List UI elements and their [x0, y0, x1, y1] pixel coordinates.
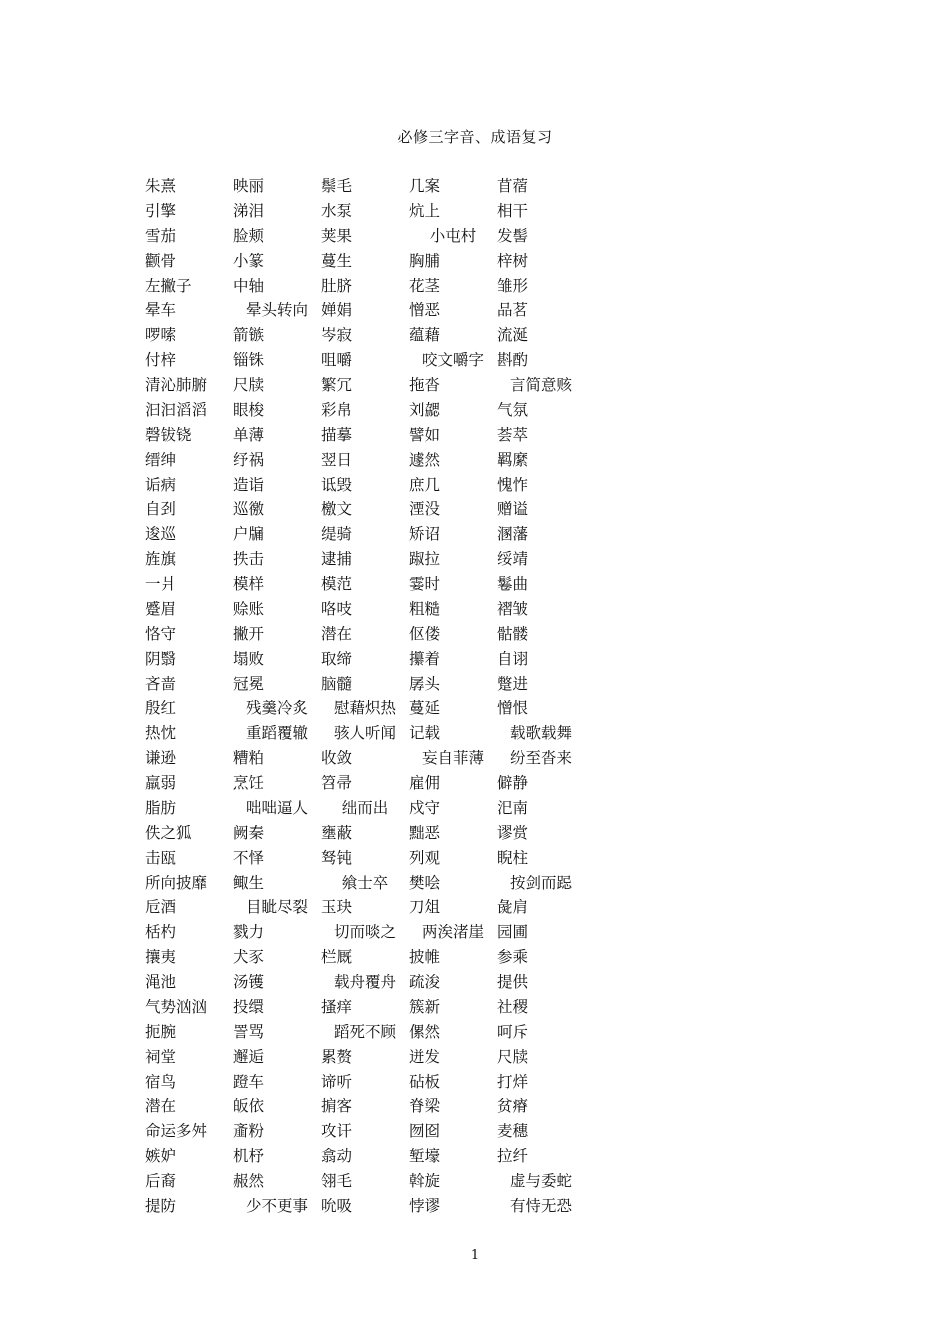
- word-entry: 有恃无恐: [509, 1196, 572, 1215]
- word-entry: 按剑而跽: [509, 873, 572, 892]
- word-entry: 翕动: [321, 1147, 353, 1166]
- word-entry: 岑寂: [321, 326, 353, 345]
- word-entry: 荟萃: [497, 425, 529, 444]
- word-entry: 鲰生: [233, 873, 265, 892]
- word-entry: 披帷: [409, 948, 441, 967]
- word-entry: 潜在: [145, 1097, 177, 1116]
- word-entry: 晕头转向: [245, 301, 308, 320]
- word-row: [0, 175, 950, 200]
- word-entry: 涕泪: [233, 201, 265, 220]
- word-row: [0, 747, 950, 772]
- word-entry: 堑壕: [409, 1147, 441, 1166]
- word-row: [0, 971, 950, 996]
- word-list: [0, 175, 950, 1220]
- word-entry: 列观: [409, 848, 441, 867]
- word-row: [0, 474, 950, 499]
- word-entry: 栏厩: [321, 948, 353, 967]
- word-entry: 切而啖之: [333, 923, 396, 942]
- word-entry: 尺牍: [497, 1047, 529, 1066]
- word-entry: 冠冕: [233, 674, 265, 693]
- word-entry: 骇人听闻: [333, 724, 396, 743]
- word-entry: 流涎: [497, 326, 529, 345]
- word-entry: 梓树: [497, 251, 529, 270]
- word-entry: 眼梭: [233, 400, 265, 419]
- word-entry: 悖谬: [409, 1196, 441, 1215]
- word-entry: 憎恶: [409, 301, 441, 320]
- word-entry: 箭镞: [233, 326, 265, 345]
- word-row: [0, 623, 950, 648]
- word-entry: 赊账: [233, 599, 265, 618]
- word-entry: 拉纤: [497, 1147, 529, 1166]
- word-row: [0, 498, 950, 523]
- word-entry: 戮力: [233, 923, 265, 942]
- word-entry: 炕上: [409, 201, 441, 220]
- word-entry: 中轴: [233, 276, 265, 295]
- word-entry: 汜南: [497, 798, 529, 817]
- word-entry: 攘夷: [145, 948, 177, 967]
- word-row: [0, 797, 950, 822]
- word-entry: 脑髓: [321, 674, 353, 693]
- word-entry: 赧然: [233, 1172, 265, 1190]
- word-entry: 檄文: [321, 500, 353, 519]
- word-entry: 胸脯: [409, 251, 441, 270]
- word-entry: 汤镬: [233, 973, 265, 991]
- word-entry: 蔓生: [321, 251, 353, 270]
- word-entry: 投缳: [233, 997, 265, 1016]
- word-entry: 热忱: [145, 724, 177, 743]
- word-entry: 提供: [497, 973, 529, 991]
- word-row: [0, 896, 950, 921]
- word-entry: 阴翳: [145, 649, 177, 668]
- word-entry: 提防: [145, 1196, 177, 1215]
- word-entry: 纾祸: [233, 450, 265, 469]
- word-entry: 斟酌: [497, 351, 529, 370]
- word-entry: 翎毛: [321, 1172, 353, 1190]
- word-entry: 羸弱: [145, 774, 177, 792]
- word-entry: 蹩进: [497, 674, 529, 693]
- word-entry: 雇佣: [409, 774, 441, 792]
- word-entry: 殷红: [145, 699, 177, 718]
- word-entry: 庶几: [409, 475, 441, 494]
- word-entry: 贫瘠: [497, 1097, 529, 1116]
- word-entry: 麦穗: [497, 1122, 529, 1141]
- word-entry: 孱头: [409, 674, 441, 693]
- word-row: [0, 722, 950, 747]
- word-entry: 缇骑: [321, 525, 353, 544]
- word-entry: 玉玦: [321, 898, 353, 917]
- word-entry: 载歌载舞: [509, 724, 572, 743]
- word-entry: 清沁肺腑: [145, 376, 208, 394]
- word-entry: 虚与委蛇: [509, 1172, 572, 1190]
- word-entry: 荚果: [321, 226, 353, 245]
- word-row: [0, 1120, 950, 1145]
- word-entry: 缙绅: [145, 450, 177, 469]
- word-entry: 阙秦: [233, 823, 265, 842]
- word-entry: 朱熹: [145, 177, 177, 195]
- word-entry: 逮捕: [321, 550, 353, 569]
- word-entry: 搔痒: [321, 997, 353, 1016]
- word-row: [0, 996, 950, 1021]
- word-entry: 湮没: [409, 500, 441, 519]
- word-entry: 赠谥: [497, 500, 529, 519]
- word-entry: 两涘渚崖: [421, 923, 484, 942]
- word-entry: 脂肪: [145, 798, 177, 817]
- word-entry: 映丽: [233, 177, 265, 195]
- word-entry: 譬如: [409, 425, 441, 444]
- word-entry: 憎恨: [497, 699, 529, 718]
- word-entry: 记载: [409, 724, 441, 743]
- word-entry: 祠堂: [145, 1047, 177, 1066]
- word-entry: 攻讦: [321, 1122, 353, 1141]
- word-entry: 粗糙: [409, 599, 441, 618]
- word-entry: 气氛: [497, 400, 529, 419]
- word-entry: 羁縻: [497, 450, 529, 469]
- word-entry: 花茎: [409, 276, 441, 295]
- word-row: [0, 299, 950, 324]
- word-entry: 抶击: [233, 550, 265, 569]
- word-entry: 傫然: [409, 1022, 441, 1041]
- word-entry: 收敛: [321, 749, 353, 768]
- word-entry: 愧怍: [497, 475, 529, 494]
- word-entry: 汩汩滔滔: [145, 400, 208, 419]
- word-entry: 翌日: [321, 450, 353, 469]
- word-row: [0, 822, 950, 847]
- word-entry: 颧骨: [145, 251, 177, 270]
- word-entry: 雪茄: [145, 226, 177, 245]
- word-entry: 黜恶: [409, 823, 441, 842]
- word-row: [0, 548, 950, 573]
- word-row: [0, 275, 950, 300]
- word-row: [0, 847, 950, 872]
- word-entry: 齑粉: [233, 1122, 265, 1141]
- word-row: [0, 946, 950, 971]
- word-entry: 发髻: [497, 226, 529, 245]
- word-row: [0, 598, 950, 623]
- word-entry: 尺牍: [233, 376, 265, 394]
- word-entry: 户牖: [233, 525, 265, 544]
- word-entry: 疏浚: [409, 973, 441, 991]
- word-entry: 掮客: [321, 1097, 353, 1116]
- word-row: [0, 449, 950, 474]
- word-entry: 壅蔽: [321, 823, 353, 842]
- word-entry: 宿鸟: [145, 1072, 177, 1091]
- word-entry: 樊哙: [409, 873, 441, 892]
- word-entry: 繁冗: [321, 376, 353, 394]
- word-entry: 谦逊: [145, 749, 177, 768]
- word-entry: 彘肩: [497, 898, 529, 917]
- word-entry: 潜在: [321, 624, 353, 643]
- word-row: [0, 324, 950, 349]
- word-row: [0, 399, 950, 424]
- word-entry: 撇开: [233, 624, 265, 643]
- word-entry: 伛偻: [409, 624, 441, 643]
- word-entry: 水泵: [321, 201, 353, 220]
- page-title: 必修三字音、成语复习: [397, 128, 553, 146]
- page-number: 1: [470, 1248, 480, 1263]
- word-entry: 引擎: [145, 201, 177, 220]
- word-entry: 造诣: [233, 475, 265, 494]
- word-entry: 扼腕: [145, 1022, 177, 1041]
- word-entry: 模样: [233, 575, 265, 593]
- word-entry: 描摹: [321, 425, 353, 444]
- word-entry: 自刭: [145, 500, 177, 519]
- word-entry: 驽钝: [321, 848, 353, 867]
- word-entry: 鬈曲: [497, 575, 529, 593]
- word-entry: 吝啬: [145, 674, 177, 693]
- word-entry: 卮酒: [145, 898, 177, 917]
- word-entry: 矫诏: [409, 525, 441, 544]
- word-entry: 后裔: [145, 1172, 177, 1190]
- word-entry: 命运多舛: [145, 1122, 208, 1141]
- word-entry: 品茗: [497, 301, 529, 320]
- word-entry: 锱铢: [233, 351, 265, 370]
- word-row: [0, 1170, 950, 1195]
- word-entry: 犬豕: [233, 948, 265, 967]
- word-entry: 目眦尽裂: [245, 898, 308, 917]
- word-row: [0, 1145, 950, 1170]
- word-entry: 皈依: [233, 1097, 265, 1116]
- word-entry: 不怿: [233, 848, 265, 867]
- word-entry: 击瓯: [145, 848, 177, 867]
- word-entry: 嫉妒: [145, 1147, 177, 1166]
- word-entry: 少不更事: [245, 1196, 308, 1215]
- word-entry: 溷藩: [497, 525, 529, 544]
- word-row: [0, 921, 950, 946]
- word-entry: 脸颊: [233, 226, 265, 245]
- word-entry: 自诩: [497, 649, 529, 668]
- word-entry: 社稷: [497, 997, 529, 1016]
- word-entry: 一爿: [145, 575, 177, 593]
- word-entry: 婵娟: [321, 301, 353, 320]
- word-row: [0, 673, 950, 698]
- word-entry: 巡徼: [233, 500, 265, 519]
- word-entry: 骷髅: [497, 624, 529, 643]
- word-entry: 簇新: [409, 997, 441, 1016]
- word-entry: 蕴藉: [409, 326, 441, 345]
- word-entry: 咬文嚼字: [421, 351, 484, 370]
- word-entry: 左撇子: [145, 276, 192, 295]
- word-entry: 霎时: [409, 575, 441, 593]
- word-entry: 蔓延: [409, 699, 441, 718]
- word-entry: 咄咄逼人: [245, 798, 308, 817]
- word-entry: 迸发: [409, 1047, 441, 1066]
- word-row: [0, 573, 950, 598]
- word-entry: 载舟覆舟: [333, 973, 396, 991]
- word-entry: 纷至沓来: [509, 749, 572, 768]
- word-entry: 旌旗: [145, 550, 177, 569]
- word-row: [0, 225, 950, 250]
- word-row: [0, 1095, 950, 1120]
- word-entry: 小屯村: [429, 226, 477, 245]
- word-row: [0, 374, 950, 399]
- word-entry: 肚脐: [321, 276, 353, 295]
- word-entry: 刘勰: [409, 400, 441, 419]
- word-entry: 蹙眉: [145, 599, 177, 618]
- word-entry: 佚之狐: [145, 823, 192, 842]
- word-entry: 谬赏: [497, 823, 529, 842]
- word-entry: 重蹈覆辙: [245, 724, 308, 743]
- word-row: [0, 1071, 950, 1096]
- word-entry: 言简意赅: [509, 376, 572, 394]
- word-row: [0, 200, 950, 225]
- word-entry: 塌败: [233, 649, 265, 668]
- word-entry: 啰嗦: [145, 326, 177, 345]
- word-row: [0, 697, 950, 722]
- word-entry: 所向披靡: [145, 873, 208, 892]
- word-entry: 栝杓: [145, 923, 177, 942]
- word-entry: 渑池: [145, 973, 177, 991]
- word-entry: 雏形: [497, 276, 529, 295]
- word-row: [0, 1195, 950, 1220]
- word-entry: 诋毁: [321, 475, 353, 494]
- word-entry: 慰藉炽热: [333, 699, 396, 718]
- word-entry: 蹈死不顾: [333, 1022, 396, 1041]
- word-row: [0, 772, 950, 797]
- word-entry: 苜蓿: [497, 177, 529, 195]
- word-entry: 打烊: [497, 1072, 529, 1091]
- word-entry: 吮吸: [321, 1196, 353, 1215]
- word-entry: 刀俎: [409, 898, 441, 917]
- word-row: [0, 1021, 950, 1046]
- word-entry: 邂逅: [233, 1047, 265, 1066]
- word-entry: 咀嚼: [321, 351, 353, 370]
- word-entry: 笤帚: [321, 774, 353, 792]
- word-entry: 磬钹铙: [145, 425, 192, 444]
- word-entry: 囫囵: [409, 1122, 441, 1141]
- word-entry: 糟粕: [233, 749, 265, 768]
- word-entry: 咯吱: [321, 599, 353, 618]
- word-row: [0, 349, 950, 374]
- word-entry: 攥着: [409, 649, 441, 668]
- word-entry: 妄自菲薄: [421, 749, 484, 768]
- word-entry: 模范: [321, 575, 353, 593]
- word-entry: 残羹冷炙: [245, 699, 308, 718]
- word-entry: 绥靖: [497, 550, 529, 569]
- word-entry: 绌而出: [341, 798, 389, 817]
- word-entry: 付梓: [145, 351, 177, 370]
- word-entry: 戍守: [409, 798, 441, 817]
- word-entry: 遽然: [409, 450, 441, 469]
- word-row: [0, 1046, 950, 1071]
- word-entry: 诟病: [145, 475, 177, 494]
- word-row: [0, 648, 950, 673]
- word-entry: 逡巡: [145, 525, 177, 544]
- word-entry: 呵斥: [497, 1022, 529, 1041]
- word-entry: 几案: [409, 177, 441, 195]
- word-row: [0, 523, 950, 548]
- word-entry: 蹬车: [233, 1072, 265, 1091]
- word-entry: 斡旋: [409, 1172, 441, 1190]
- word-entry: 飨士卒: [341, 873, 389, 892]
- word-entry: 踧拉: [409, 550, 441, 569]
- word-entry: 烹饪: [233, 774, 265, 792]
- word-entry: 相干: [497, 201, 529, 220]
- word-entry: 睨柱: [497, 848, 529, 867]
- word-entry: 参乘: [497, 948, 529, 967]
- word-entry: 机杼: [233, 1147, 265, 1166]
- word-row: [0, 424, 950, 449]
- word-entry: 砧板: [409, 1072, 441, 1091]
- word-entry: 单薄: [233, 425, 265, 444]
- word-row: [0, 872, 950, 897]
- word-entry: 取缔: [321, 649, 353, 668]
- word-entry: 恪守: [145, 624, 177, 643]
- word-entry: 彩帛: [321, 400, 353, 419]
- word-entry: 鬃毛: [321, 177, 353, 195]
- word-entry: 褶皱: [497, 599, 529, 618]
- word-entry: 气势汹汹: [145, 997, 208, 1016]
- word-entry: 拖沓: [409, 376, 441, 394]
- word-entry: 晕车: [145, 301, 177, 320]
- word-row: [0, 250, 950, 275]
- word-entry: 园圃: [497, 923, 529, 942]
- word-entry: 詈骂: [233, 1022, 265, 1041]
- word-entry: 累赘: [321, 1047, 353, 1066]
- word-entry: 小篆: [233, 251, 265, 270]
- word-entry: 脊梁: [409, 1097, 441, 1116]
- word-entry: 僻静: [497, 774, 529, 792]
- word-entry: 谛听: [321, 1072, 353, 1091]
